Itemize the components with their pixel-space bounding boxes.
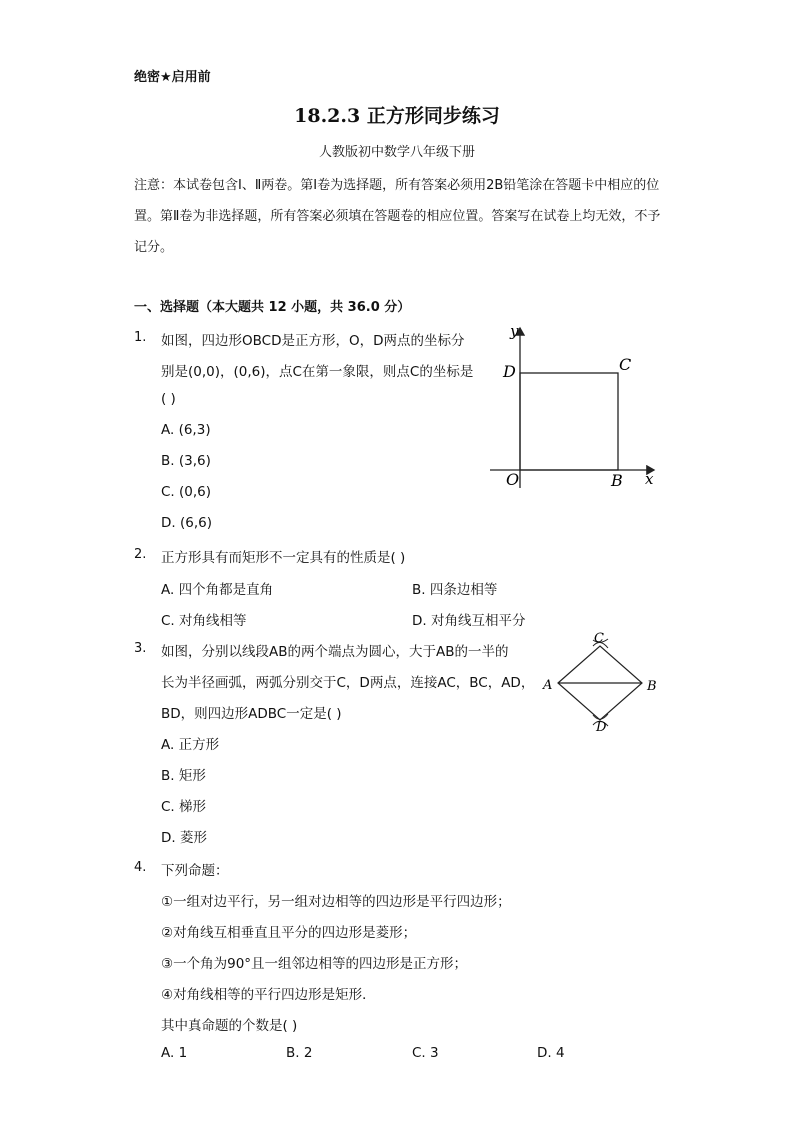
answer-option[interactable]: B. 2: [286, 1045, 313, 1061]
rhombus-construction-figure: [538, 628, 668, 734]
answer-option[interactable]: D. (6,6): [161, 515, 212, 531]
question-text: 下列命题：: [161, 863, 229, 879]
question-number: 4.: [134, 860, 147, 875]
question-text: ( ): [161, 391, 176, 407]
answer-option[interactable]: A. 正方形: [161, 737, 220, 753]
question-text: 如图，分别以线段AB的两个端点为圆心，大于AB的一半的: [161, 644, 509, 660]
question-text: 别是(0,0)，(0,6)，点C在第一象限，则点C的坐标是: [161, 364, 474, 380]
confidential-label: 绝密★启用前: [134, 70, 211, 85]
x-axis-label: x: [645, 470, 654, 488]
square-coordinate-figure: [480, 318, 670, 493]
point-o-label: O: [506, 470, 520, 489]
point-b-label: B: [647, 679, 657, 694]
answer-option[interactable]: A. 1: [161, 1045, 188, 1061]
question-text: 正方形具有而矩形不一定具有的性质是( ): [161, 550, 406, 566]
question-number: 3.: [134, 641, 147, 656]
question-text: 其中真命题的个数是( ): [161, 1018, 298, 1034]
answer-option[interactable]: A. 四个角都是直角: [161, 582, 274, 598]
y-axis-label: y: [510, 322, 519, 340]
question-number: 1.: [134, 330, 147, 345]
proposition-item: ④对角线相等的平行四边形是矩形．: [161, 987, 376, 1003]
answer-option[interactable]: C. 对角线相等: [161, 613, 247, 629]
proposition-item: ②对角线互相垂直且平分的四边形是菱形；: [161, 925, 417, 941]
answer-option[interactable]: D. 菱形: [161, 830, 207, 846]
answer-option[interactable]: D. 4: [537, 1045, 565, 1061]
answer-option[interactable]: D. 对角线互相平分: [412, 613, 526, 629]
proposition-item: ①一组对边平行，另一组对边相等的四边形是平行四边形；: [161, 894, 511, 910]
square-obcd: [520, 373, 618, 470]
answer-option[interactable]: B. (3,6): [161, 453, 211, 469]
question-text: 长为半径画弧，两弧分别交于C，D两点，连接AC，BC，AD，: [161, 675, 535, 691]
point-c-label: C: [594, 631, 604, 646]
point-b-label: B: [611, 471, 623, 490]
page-subtitle: 人教版初中数学八年级下册: [318, 145, 475, 160]
answer-option[interactable]: C. 3: [412, 1045, 439, 1061]
section-heading: 一、选择题（本大题共 12 小题，共 36.0 分）: [134, 300, 411, 315]
point-c-label: C: [619, 355, 632, 374]
answer-option[interactable]: C. (0,6): [161, 484, 212, 500]
proposition-item: ③一个角为90°且一组邻边相等的四边形是正方形；: [161, 956, 468, 972]
answer-option[interactable]: C. 梯形: [161, 799, 207, 815]
answer-option[interactable]: B. 四条边相等: [412, 582, 498, 598]
point-d-label: D: [596, 720, 607, 734]
point-a-label: A: [543, 678, 553, 693]
question-number: 2.: [134, 547, 147, 562]
answer-option[interactable]: A. (6,3): [161, 422, 211, 438]
exam-notice: 注意：本试卷包含Ⅰ、Ⅱ两卷。第Ⅰ卷为选择题，所有答案必须用2B铅笔涂在答题卡中相应的位置。第Ⅱ卷为非选择题，所有答案必须填在答题卷的相应位置。答案写在试卷上均无效，不予记分。: [134, 178, 661, 255]
page-title: 18.2.3 正方形同步练习: [294, 105, 500, 127]
answer-option[interactable]: B. 矩形: [161, 768, 206, 784]
point-d-label: D: [503, 362, 516, 381]
question-text: 如图，四边形OBCD是正方形，O，D两点的坐标分: [161, 333, 465, 349]
question-text: BD，则四边形ADBC一定是( ): [161, 706, 342, 722]
